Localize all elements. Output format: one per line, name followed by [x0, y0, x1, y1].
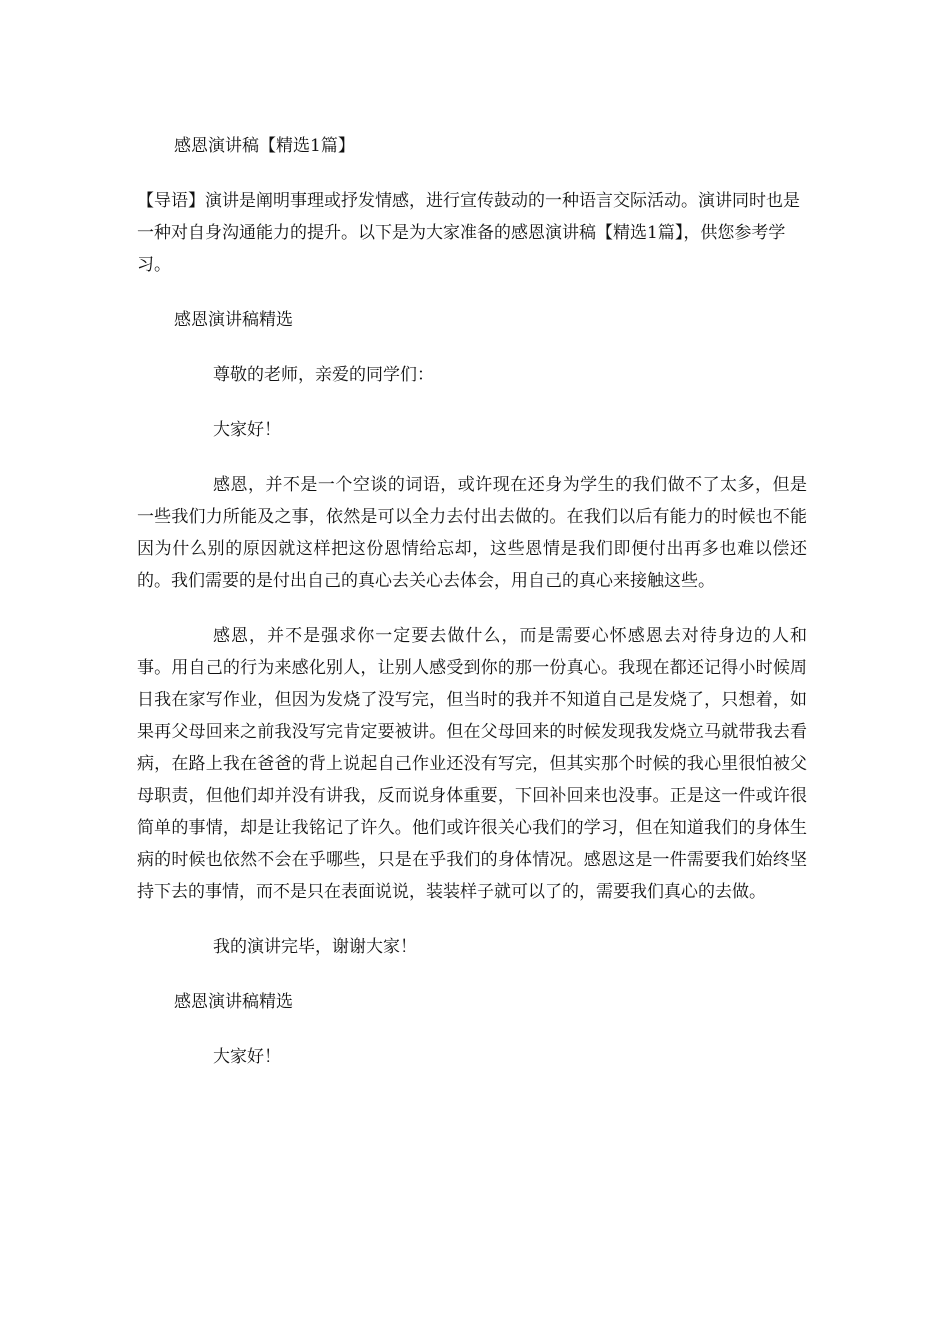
body-paragraph: 感恩，并不是一个空谈的词语，或许现在还身为学生的我们做不了太多，但是一些我们力所能及之事，依然是可以全力去付出去做的。在我们以后有能力的时候也不能因为什么别的原因就这样把这份恩情给忘却，这些恩情是我们即便付出再多也难以偿还的。我们需要的是付出自己的真心去关心去体会，用自己的真心来接触这些。 [137, 475, 807, 591]
closing-line: 我的演讲完毕，谢谢大家！ [213, 937, 417, 957]
intro-paragraph: 【导语】演讲是阐明事理或抒发情感，进行宣传鼓动的一种语言交际活动。演讲同时也是一种对自身沟通能力的提升。以下是为大家准备的感恩演讲稿【精选1篇】，供您参考学习。 [137, 191, 800, 275]
greeting: 大家好！ [213, 420, 281, 440]
section-heading: 感恩演讲稿精选 [174, 992, 293, 1012]
salutation: 尊敬的老师，亲爱的同学们： [213, 365, 434, 385]
document-title: 感恩演讲稿【精选1篇】 [174, 136, 355, 156]
greeting: 大家好！ [213, 1047, 281, 1067]
body-paragraph: 感恩，并不是强求你一定要去做什么，而是需要心怀感恩去对待身边的人和事。用自己的行为来感化别人，让别人感受到你的那一份真心。我现在都还记得小时候周日我在家写作业，但因为发烧了没写完，但当时的我并不知道自己是发烧了，只想着，如果再父母回来之前我没写完肯定要被讲。但在父母回来的时候发现我发烧立马就带我去看病，在路上我在爸爸的背上说起自己作业还没有写完，但其实那个时候的我心里很怕被父母职责，但他们却并没有讲我，反而说身体重要，下回补回来也没事。正是这一件或许很简单的事情，却是让我铭记了许久。他们或许很关心我们的学习，但在知道我们的身体生病的时候也依然不会在乎哪些，只是在乎我们的身体情况。感恩这是一件需要我们始终坚持下去的事情，而不是只在表面说说，装装样子就可以了的，需要我们真心的去做。 [137, 626, 807, 902]
section-heading: 感恩演讲稿精选 [174, 310, 293, 330]
document-body [137, 130, 807, 1096]
